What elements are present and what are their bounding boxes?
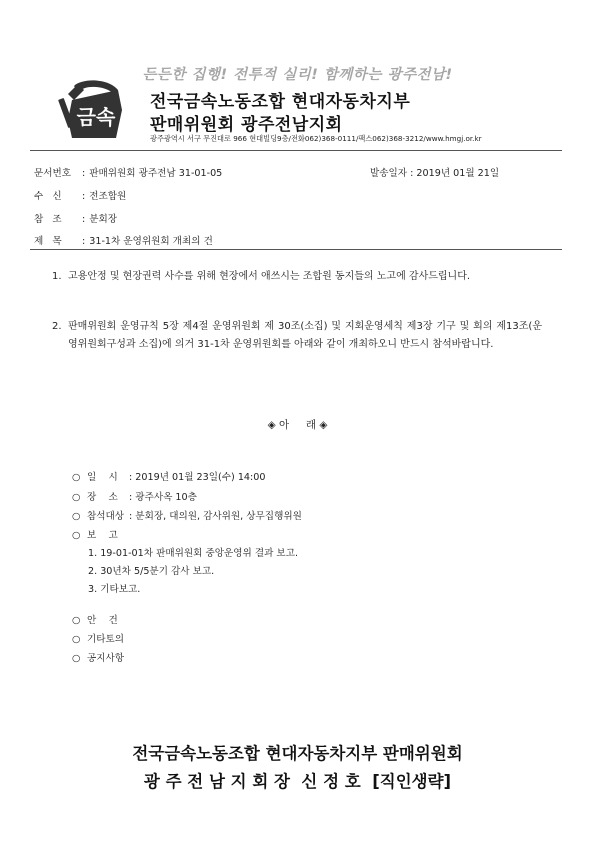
sent-date-row: 발송일자 : 2019년 01월 21일	[370, 168, 500, 179]
paragraph-2	[52, 318, 542, 353]
report-item: 2. 30년차 5/5분기 감사 보고.	[88, 566, 215, 577]
recipient-label: 수 신	[34, 191, 62, 202]
detail-report: ○ 보 고	[72, 527, 129, 541]
detail-label: 보 고	[87, 530, 118, 541]
paragraph-text: 판매위원회 운영규칙 5장 제4절 운영위원회 제 30조(소집) 및 지회운영세칙 제3장 기구 및 회의 제13조(운영위원회구성과 소집)에 의거 31-1차 운영위원회를 아래와 같이 개최하오니 반드시 참석바랍니다.	[68, 321, 542, 350]
detail-label: 기타토의	[87, 634, 125, 645]
divider	[30, 249, 562, 250]
report-item: 1. 19-01-01차 판매위원회 중앙운영위 결과 보고.	[88, 548, 299, 559]
logo-text: 금속	[76, 105, 116, 129]
paragraph-text: 고용안정 및 현장권력 사수를 위해 현장에서 애쓰시는 조합원 동지들의 노고에 감사드립니다.	[68, 271, 471, 282]
subject-row: 제 목 : 31-1차 운영위원회 개최의 건	[34, 233, 213, 247]
recipient: 전조합원	[89, 191, 127, 202]
detail-agenda: ○ 안 건	[72, 612, 129, 626]
detail-notice: ○ 공지사항	[72, 653, 125, 664]
doc-number-row: 문서번호 : 판매위원회 광주전남 31-01-05	[34, 165, 222, 179]
section-title: ◈ 아 래 ◈	[267, 419, 328, 431]
detail-value: 2019년 01월 23일(수) 14:00	[135, 472, 266, 483]
detail-label: 참석대상	[87, 511, 125, 522]
reference-label: 참 조	[34, 214, 62, 225]
slogan: 든든한 집행! 전투적 실리! 함께하는 광주전남!	[142, 67, 453, 83]
sent-date-label: 발송일자	[370, 168, 408, 179]
paragraph-number: 2.	[52, 321, 62, 332]
paragraph-number: 1.	[52, 271, 62, 282]
detail-label: 장 소	[87, 492, 118, 503]
committee-name: 판매위원회 광주전남지회	[150, 115, 343, 135]
detail-place: ○ 장 소 : 광주사옥 10층	[72, 489, 197, 503]
detail-label: 일 시	[87, 472, 118, 483]
divider	[30, 150, 562, 151]
detail-date: ○ 일 시 : 2019년 01월 23일(수) 14:00	[72, 469, 265, 483]
detail-label: 안 건	[87, 615, 118, 626]
subject-label: 제 목	[34, 236, 62, 247]
detail-value: 분회장, 대의원, 감사위원, 상무집행위원	[135, 511, 302, 522]
doc-number: 판매위원회 광주전남 31-01-05	[89, 168, 223, 179]
footer-organization: 전국금속노동조합 현대자동차지부 판매위원회	[132, 744, 463, 763]
detail-attendees: ○ 참석대상 : 분회장, 대의원, 감사위원, 상무집행위원	[72, 508, 302, 522]
reference-row: 참 조 : 분회장	[34, 211, 117, 225]
paragraph-1	[52, 268, 542, 286]
address-line: 광주광역시 서구 무진대로 966 현대빌딩9층/전화062)368-0111/팩스062)368-3212/www.hmgj.or.kr	[150, 134, 482, 143]
detail-other: ○ 기타토의	[72, 634, 125, 645]
reference: 분회장	[89, 214, 118, 225]
recipient-row: 수 신 : 전조합원	[34, 188, 126, 202]
detail-label: 공지사항	[87, 653, 125, 664]
union-name: 전국금속노동조합 현대자동차지부	[150, 92, 411, 112]
detail-value: 광주사옥 10층	[135, 492, 197, 503]
sent-date: 2019년 01월 21일	[416, 168, 500, 179]
union-logo	[58, 80, 124, 142]
subject: 31-1차 운영위원회 개최의 건	[89, 236, 213, 247]
footer-signature: 광 주 전 남 지 회 장 신 정 호 [직인생략]	[143, 772, 452, 791]
report-item: 3. 기타보고.	[88, 584, 141, 595]
doc-number-label: 문서번호	[34, 168, 72, 179]
